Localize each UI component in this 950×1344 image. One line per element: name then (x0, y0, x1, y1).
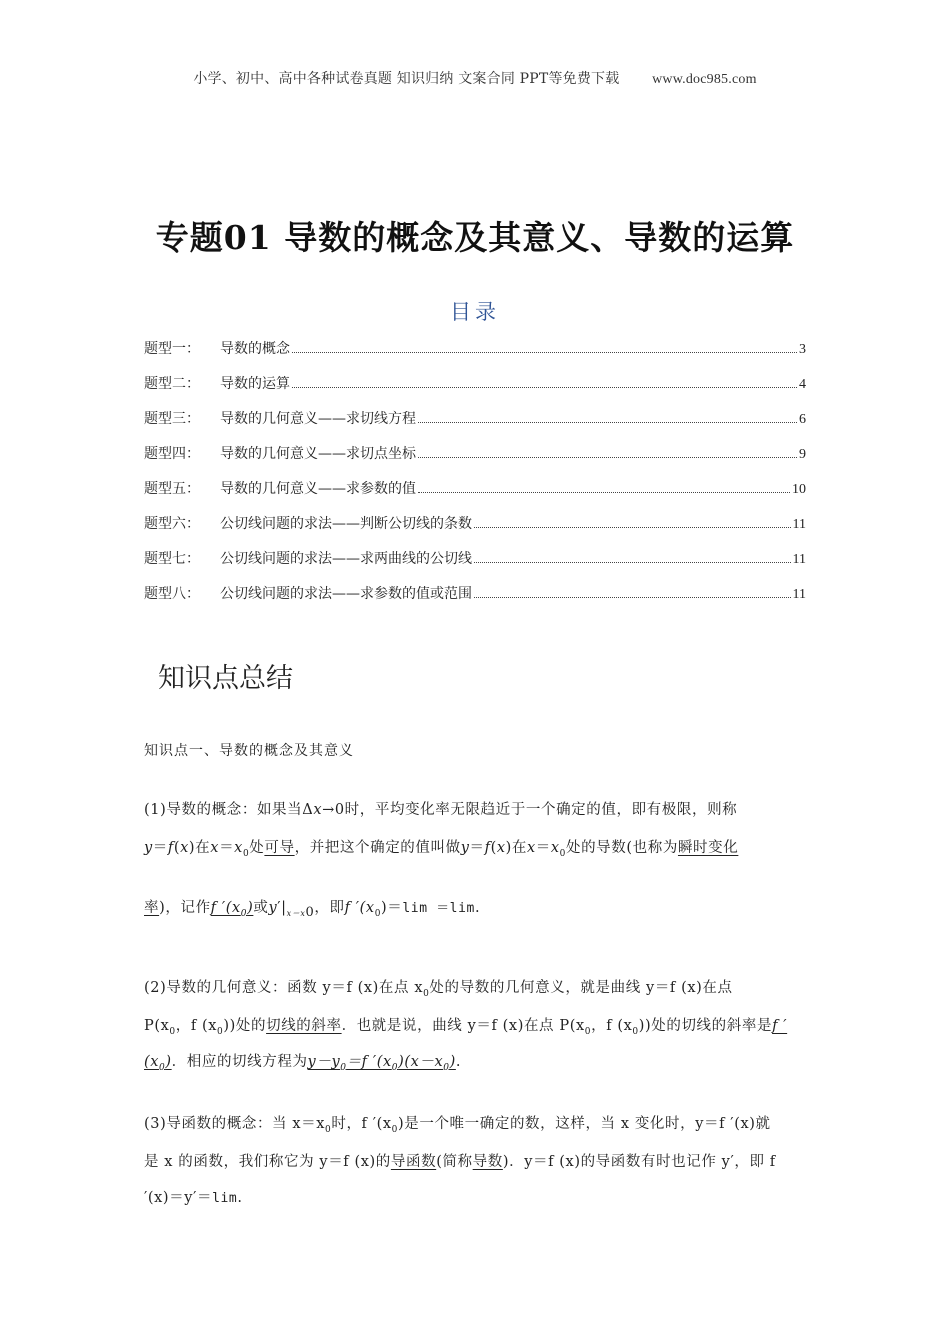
toc-entry[interactable] (144, 513, 806, 548)
text-run: 时，f ′(x (331, 1116, 392, 1132)
subscript: 0 (217, 1026, 224, 1037)
text-run: ( (173, 840, 181, 856)
text-run: )．y＝f (x)的导函数有时也记作 y′，即 f (502, 1154, 776, 1170)
toc-entry-text: 公切线问题的求法——求两曲线的公切线 (220, 551, 472, 567)
text-run: ＝ (469, 840, 485, 856)
toc-leader-dots (474, 527, 791, 528)
subscript: 0 (374, 908, 382, 919)
formula-part: ＝f ′(x (346, 1054, 392, 1070)
header-website[interactable]: www.doc985.com (652, 72, 757, 87)
formula-part: ) (449, 1054, 456, 1070)
text-run: )在 (505, 840, 527, 856)
text-run: 处的导数(也称为 (565, 840, 678, 856)
toc-entry-page: 11 (792, 552, 806, 567)
text-run: )＝ (381, 900, 403, 916)
text-run: (简称 (436, 1154, 473, 1170)
math-var: f (484, 840, 491, 856)
toc-entry-page: 3 (799, 342, 806, 357)
subscript: 0 (423, 988, 430, 999)
document-title: 专题01 导数的概念及其意义、导数的运算 (155, 218, 795, 257)
underlined-term: 导数 (472, 1154, 503, 1170)
toc-entry-text: 导数的几何意义——求切线方程 (220, 411, 416, 427)
formula-part: ) (247, 900, 254, 916)
tangent-line-equation (307, 1054, 456, 1073)
toc-entry-page: 11 (792, 517, 806, 532)
subscript: 0 (391, 1124, 398, 1135)
page-header (0, 68, 950, 88)
text-run: ，f (x (175, 1018, 218, 1034)
formula-part: f ′(x (210, 900, 241, 916)
toc-entry-label: 题型二： (144, 376, 200, 392)
paragraph-line (144, 1050, 806, 1073)
text-run: ＝ (219, 840, 235, 856)
toc-entry-text: 公切线问题的求法——判断公切线的条数 (220, 516, 472, 532)
section-heading: 知识点总结 (158, 663, 293, 694)
toc-entry-label: 题型三： (144, 411, 200, 427)
math-var: x (550, 840, 560, 856)
formula-part: )(x－x (398, 1054, 444, 1070)
math-var: y (144, 840, 153, 856)
toc-entry-page: 11 (792, 587, 806, 602)
toc-leader-dots (418, 422, 797, 423)
toc-entry-label: 题型八： (144, 586, 200, 602)
paragraph-line (144, 1186, 806, 1207)
paragraph-line (144, 798, 806, 819)
text-run: 或 (253, 900, 269, 916)
formula-part: f ′(x (344, 900, 375, 916)
paragraph-line (144, 836, 806, 859)
toc-entry[interactable] (144, 338, 806, 373)
paragraph-line (144, 1014, 806, 1037)
toc-entry[interactable] (144, 443, 806, 478)
toc-leader-dots (474, 562, 791, 563)
toc-entry-label: 题型五： (144, 481, 200, 497)
text-run: (1)导数的概念：如果当Δ (144, 802, 314, 818)
toc-entry-label: 题型一： (144, 341, 200, 357)
subscript: 0 (169, 1026, 176, 1037)
math-var: x (313, 802, 323, 818)
text-run: 处 (249, 840, 265, 856)
limit-expression: lim ＝lim (402, 901, 475, 916)
text-run: (3)导函数的概念：当 x＝x (144, 1116, 326, 1132)
subscript: x＝x (286, 908, 306, 918)
text-run: ，并把这个确定的值叫做 (294, 840, 461, 856)
underlined-formula: f ′ (772, 1018, 788, 1034)
formula-part: ) (165, 1054, 172, 1070)
text-run: →0时，平均变化率无限趋近于一个确定的值，即有极限，则称 (322, 802, 738, 818)
text-run: ′(x)＝y′＝ (144, 1190, 213, 1206)
text-run: ，即 (314, 900, 345, 916)
paragraph-line (144, 976, 806, 999)
knowledge-point-heading: 知识点一、导数的概念及其意义 (144, 743, 354, 759)
text-run: )，记作 (159, 900, 211, 916)
paragraph-line (144, 896, 806, 920)
math-var: x (234, 840, 243, 856)
subscript: 0 (340, 1062, 347, 1073)
toc-heading: 目录 (450, 300, 500, 324)
subscript: 0 (305, 904, 315, 920)
text-run: 是 x 的函数，我们称它为 y＝f (x)的 (144, 1154, 391, 1170)
underlined-term: 可导 (264, 840, 295, 856)
text-run: ．也就是说，曲线 y＝f (x)在点 P(x (341, 1018, 585, 1034)
subscript: 0 (391, 1062, 399, 1073)
text-run: ′| (277, 900, 287, 916)
toc-entry-page: 9 (799, 447, 806, 462)
text-run: . (237, 1190, 243, 1206)
math-var: y (460, 840, 470, 856)
text-run: (2)导数的几何意义：函数 y＝f (x)在点 x (144, 980, 424, 996)
toc-entry-label: 题型六： (144, 516, 200, 532)
math-var: x (180, 840, 189, 856)
toc-entry[interactable] (144, 478, 806, 513)
subscript: 0 (325, 1124, 332, 1135)
toc-leader-dots (292, 352, 797, 353)
subscript: 0 (242, 848, 250, 859)
math-var: x (526, 840, 536, 856)
subscript: 0 (632, 1026, 639, 1037)
subscript: 0 (559, 848, 566, 859)
toc-entry-text: 导数的运算 (220, 376, 290, 392)
underlined-term: 瞬时变化 (677, 840, 739, 856)
underlined-formula (144, 1054, 172, 1073)
toc-entry-text: 公切线问题的求法——求参数的值或范围 (220, 586, 472, 602)
subscript: 0 (159, 1062, 166, 1073)
toc-entry-label: 题型七： (144, 551, 200, 567)
text-run: ．相应的切线方程为 (171, 1054, 308, 1070)
math-var: f (167, 840, 174, 856)
formula-part: (x (144, 1054, 160, 1070)
subscript: 0 (584, 1026, 592, 1037)
toc-entry-label: 题型四： (144, 446, 200, 462)
toc-entry-text: 导数的几何意义——求切点坐标 (220, 446, 416, 462)
math-var: x (210, 840, 220, 856)
text-run: )在 (188, 840, 211, 856)
toc-entry-text: 导数的概念 (220, 341, 290, 357)
math-var: x (496, 840, 506, 856)
text-run: ))处的切线的斜率是 (638, 1018, 773, 1034)
limit-expression: lim (212, 1191, 238, 1206)
header-text: 小学、初中、高中各种试卷真题 知识归纳 文案合同 PPT等免费下载 (193, 71, 620, 87)
text-run: ＝ (535, 840, 551, 856)
text-run: ，f (x (591, 1018, 633, 1034)
toc-leader-dots (474, 597, 791, 598)
paragraph-line (144, 1150, 806, 1171)
toc-entry[interactable] (144, 583, 806, 618)
text-run: )是一个唯一确定的数，这样，当 x 变化时，y＝f ′(x)就 (397, 1116, 771, 1132)
underlined-term: 率 (144, 900, 160, 916)
toc-entry[interactable] (144, 408, 806, 443)
toc-leader-dots (418, 457, 797, 458)
toc-leader-dots (418, 492, 790, 493)
text-run: P(x (144, 1018, 170, 1034)
underlined-formula (210, 900, 254, 919)
formula-part: y－y (307, 1054, 341, 1070)
toc-entry-page: 10 (792, 482, 806, 497)
table-of-contents (144, 338, 806, 618)
toc-entry-page: 4 (799, 377, 806, 392)
toc-entry[interactable] (144, 548, 806, 583)
subscript: 0 (443, 1062, 450, 1073)
toc-leader-dots (292, 387, 797, 388)
text-run: . (455, 1054, 462, 1070)
underlined-term: 导函数 (390, 1154, 437, 1170)
text-run: ( (490, 840, 497, 856)
subscript: 0 (240, 908, 248, 919)
paragraph-line (144, 1112, 806, 1135)
underlined-term: 切线的斜率 (266, 1018, 342, 1034)
text-run: . (474, 900, 481, 916)
toc-entry-text: 导数的几何意义——求参数的值 (220, 481, 416, 497)
toc-entry[interactable] (144, 373, 806, 408)
math-var: y (268, 900, 278, 916)
text-run: ))处的 (223, 1018, 267, 1034)
text-run: 处的导数的几何意义，就是曲线 y＝f (x)在点 (429, 980, 733, 996)
toc-entry-page: 6 (799, 412, 806, 427)
text-run: ＝ (152, 840, 168, 856)
